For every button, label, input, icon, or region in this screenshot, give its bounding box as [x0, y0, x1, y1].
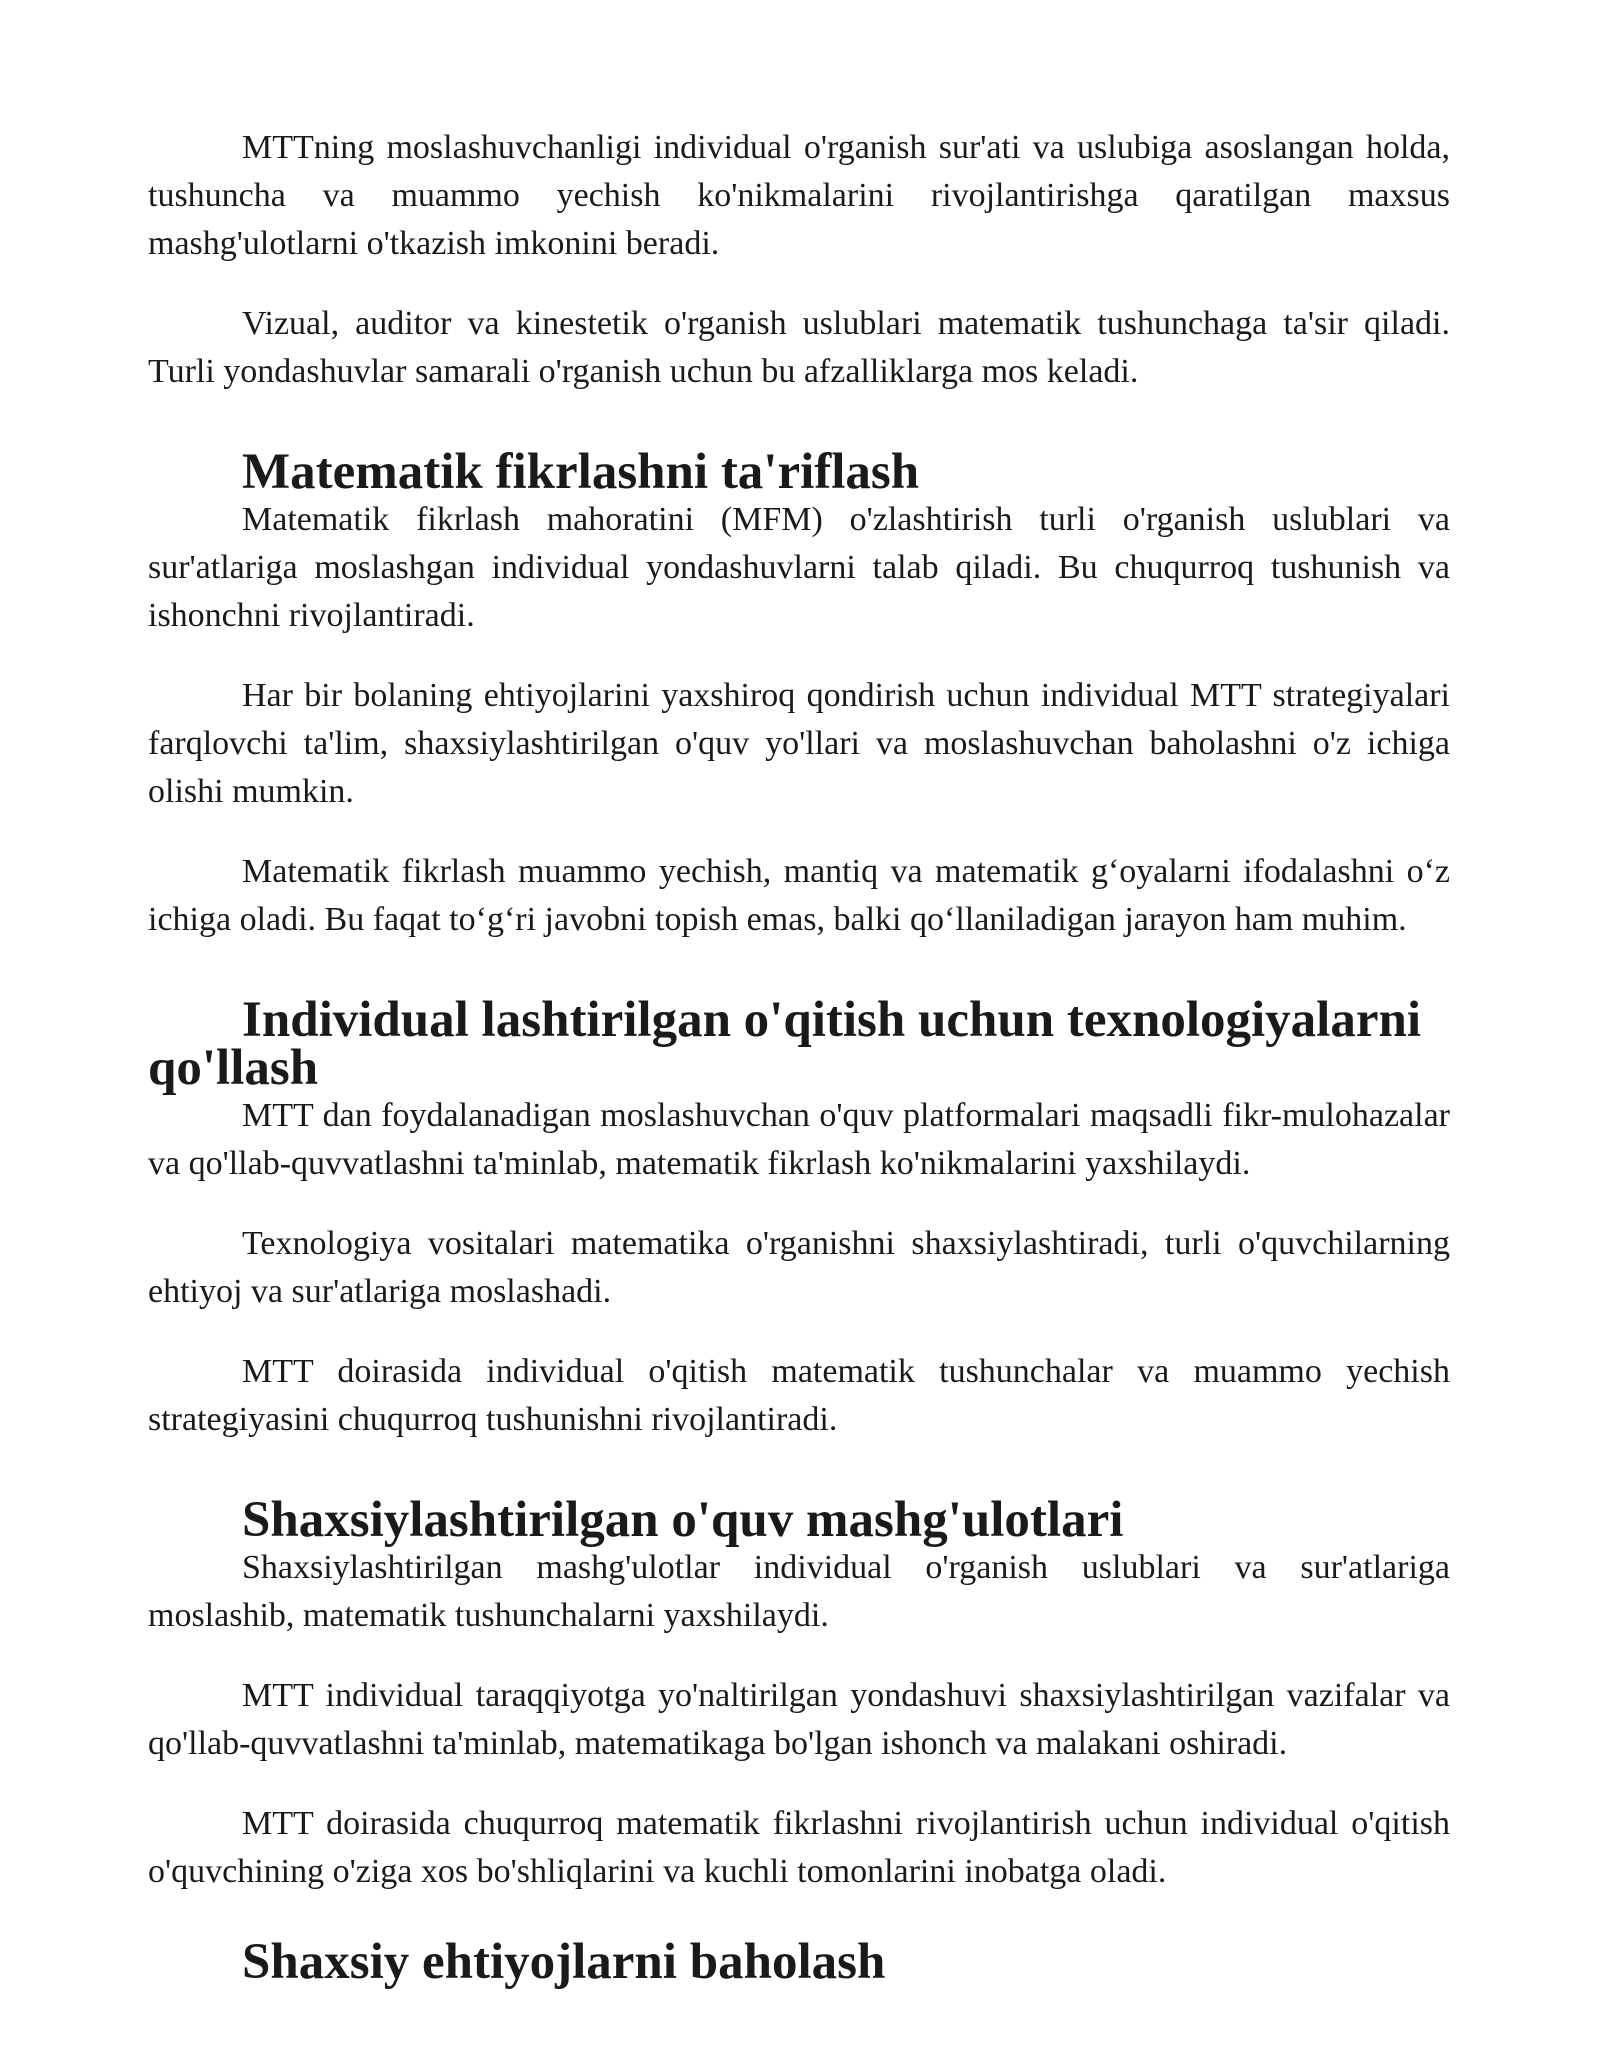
document-page — [148, 124, 1450, 1990]
paragraph-math-thinking-definition: Matematik fikrlash muammo yechish, mantiq va matematik g‘oyalarni ifodalashni o‘z ichiga oladi. Bu faqat to‘g‘ri javobni topish emas, balki qo‘llaniladigan jarayon ham muhim. — [148, 853, 1450, 938]
paragraph-mfm-mastery: Matematik fikrlash mahoratini (MFM) o'zlashtirish turli o'rganish uslublari va sur'atlariga moslashgan individual yondashuvlarni talab qiladi. Bu chuqurroq tushunish va ishonchni rivojlantiradi. — [148, 501, 1450, 634]
paragraph-mtt-flexibility: MTTning moslashuvchanligi individual o'rganish sur'ati va uslubiga asoslangan holda, tushuncha va muammo yechish ko'nikmalarini rivojlantirishga qaratilgan maxsus mashg'ulotlarni o'tkazish imkonini beradi. — [148, 129, 1450, 262]
paragraph-gaps-and-strengths: MTT doirasida chuqurroq matematik fikrlashni rivojlantirish uchun individual o'qitish o'quvchining o'ziga xos bo'shliqlarini va kuchli tomonlarini inobatga oladi. — [148, 1805, 1450, 1890]
section-heading-technology-use: Individual lashtirilgan o'qitish uchun texnologiyalarni qo'llash — [148, 992, 1422, 1096]
paragraph-personalized-sessions: Shaxsiylashtirilgan mashg'ulotlar individual o'rganish uslublari va sur'atlariga moslashib, matematik tushunchalarni yaxshilaydi. — [148, 1549, 1450, 1634]
paragraph-learning-styles: Vizual, auditor va kinestetik o'rganish uslublari matematik tushunchaga ta'sir qiladi. Turli yondashuvlar samarali o'rganish uchun bu afzalliklarga mos keladi. — [148, 305, 1450, 390]
paragraph-individual-teaching: MTT doirasida individual o'qitish matematik tushunchalar va muammo yechish strategiyasini chuqurroq tushunishni rivojlantiradi. — [148, 1353, 1450, 1438]
paragraph-technology-tools: Texnologiya vositalari matematika o'rganishni shaxsiylashtiradi, turli o'quvchilarning ehtiyoj va sur'atlariga moslashadi. — [148, 1225, 1450, 1310]
paragraph-adaptive-platforms: MTT dan foydalanadigan moslashuvchan o'quv platformalari maqsadli fikr-mulohazalar va qo'llab-quvvatlashni ta'minlab, matematik fikrlash ko'nikmalarini yaxshilaydi. — [148, 1097, 1450, 1182]
paragraph-individual-strategies: Har bir bolaning ehtiyojlarini yaxshiroq qondirish uchun individual MTT strategiyalari farqlovchi ta'lim, shaxsiylashtirilgan o'quv yo'llari va moslashuvchan baholashni o'z ichiga olishi mumkin. — [148, 677, 1450, 810]
section-heading-assessing-needs: Shaxsiy ehtiyojlarni baholash — [242, 1934, 886, 1990]
paragraph-individual-progress: MTT individual taraqqiyotga yo'naltirilgan yondashuvi shaxsiylashtirilgan vazifalar va qo'llab-quvvatlashni ta'minlab, matematikaga bo'lgan ishonch va malakani oshiradi. — [148, 1677, 1450, 1762]
section-heading-defining-math-thinking: Matematik fikrlashni ta'riflash — [242, 444, 920, 500]
section-heading-personalized-sessions: Shaxsiylashtirilgan o'quv mashg'ulotlari — [242, 1492, 1124, 1548]
